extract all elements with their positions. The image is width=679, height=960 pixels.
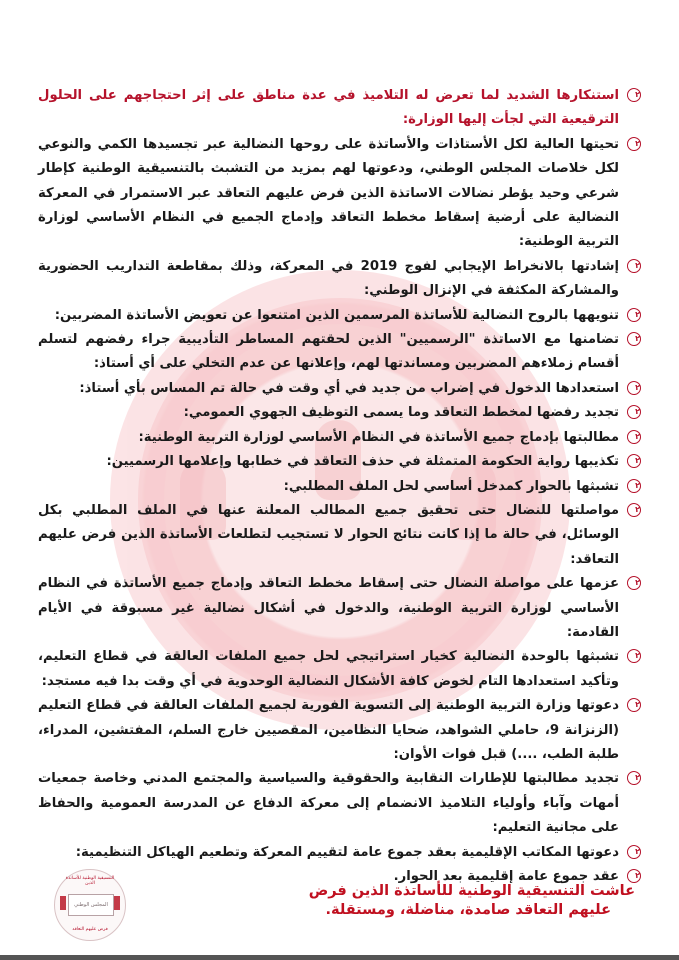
slogan-line-2: عليهم التعاقد صامدة، مناضلة، ومستقلة. xyxy=(325,902,611,918)
statement-item xyxy=(38,401,641,425)
numbered-circle-icon: ٢ xyxy=(627,137,641,151)
statement-text: تشبثها بالحوار كمدخل أساسي لحل الملف المطلبي: xyxy=(283,478,619,494)
numbered-circle-icon: ٢ xyxy=(627,479,641,493)
numbered-circle-icon: ٢ xyxy=(627,381,641,395)
statement-item xyxy=(38,133,641,255)
statement-item xyxy=(38,377,641,401)
statement-text: تشبثها بالوحدة النضالية كخيار استراتيجي لحل جميع الملفات العالقة في قطاع التعليم، وتأكيد استعدادها التام لخوض كافة الأشكال النضالية الوحدوية في أي وقت بدا فيه مستجد: xyxy=(38,649,619,689)
statement-item xyxy=(38,426,641,450)
bottom-edge-bar xyxy=(0,955,679,960)
statement-item xyxy=(38,255,641,304)
statement-item xyxy=(38,475,641,499)
flag-icon xyxy=(114,896,120,910)
statement-text: دعوتها وزارة التربية الوطنية إلى التسوية الفورية لجميع الملفات العالقة في قطاع التعليم (الزنزانة 9، حاملي الشواهد، ضحايا النظامين، المقصيين خارج السلم، المفتشين، المدراء، طلبة الطب، ....) قبل فوات الأوان: xyxy=(38,698,619,762)
numbered-circle-icon: ٢ xyxy=(627,430,641,444)
statement-item xyxy=(38,694,641,767)
statement-text: مطالبتها بإدماج جميع الأساتذة في النظام الأساسي لوزارة التربية الوطنية: xyxy=(138,429,619,445)
statement-text: تنويهها بالروح النضالية للأساتذة المرسمين الذين امتنعوا عن تعويض الأساتذة المضربين: xyxy=(54,307,619,323)
numbered-circle-icon: ٢ xyxy=(627,454,641,468)
statement-list xyxy=(38,84,641,889)
statement-item xyxy=(38,572,641,645)
stamp-top-text: التنسيقية الوطنية للأساتذة الذين xyxy=(65,876,115,886)
numbered-circle-icon: ٢ xyxy=(627,259,641,273)
statement-item xyxy=(38,84,641,133)
statement-item xyxy=(38,767,641,840)
statement-item xyxy=(38,450,641,474)
organization-stamp xyxy=(54,869,126,941)
statement-text: استنكارها الشديد لما تعرض له التلاميذ في عدة مناطق على إثر احتجاجهم على الحلول الترقيعية التي لجأت إليها الوزارة: xyxy=(38,88,619,128)
statement-text: تضامنها مع الاساتذة "الرسميين" الذين لحقتهم المساطر التأديبية جراء رفضهم لتسلم أقسام زملاءهم المضربين ومساندتها لهم، وإعلانها عن عدم التخلي على أي أستاذ: xyxy=(38,332,619,372)
numbered-circle-icon: ٢ xyxy=(627,308,641,322)
statement-text: دعوتها المكاتب الإقليمية بعقد جموع عامة لتقييم المعركة وتطعيم الهياكل التنظيمية: xyxy=(75,844,619,860)
numbered-circle-icon: ٢ xyxy=(627,869,641,883)
flag-icon xyxy=(60,896,66,910)
numbered-circle-icon: ٢ xyxy=(627,698,641,712)
statement-item xyxy=(38,304,641,328)
stamp-center-text: المجلس الوطني xyxy=(68,894,114,916)
statement-text: مواصلتها للنضال حتى تحقيق جميع المطالب المعلنة عنها في الملف المطلبي بكل الوسائل، في حالة ما إذا كانت نتائج الحوار لا تستجيب لتطلعات الأساتذة الذين فرض عليهم التعاقد: xyxy=(38,502,619,567)
statement-text: عزمها على مواصلة النضال حتى إسقاط مخطط التعاقد وإدماج جميع الأساتذة في النظام الأساسي لوزارة التربية الوطنية، والدخول في أشكال نضالية غير مسبوقة في الأيام القادمة: xyxy=(38,576,619,640)
numbered-circle-icon: ٢ xyxy=(627,771,641,785)
statement-text: تجديد مطالبتها للإطارات النقابية والحقوقية والسياسية والمجتمع المدني وخاصة جمعيات أمهات وآباء وأولياء التلاميذ الانضمام إلى معركة الدفاع عن المدرسة العمومية والحفاظ على مجانية التعليم: xyxy=(38,771,619,836)
numbered-circle-icon: ٢ xyxy=(627,576,641,590)
statement-text: عقد جموع عامة إقليمية بعد الحوار. xyxy=(393,869,619,884)
statement-item xyxy=(38,645,641,694)
slogan-line-1: عاشت التنسيقية الوطنية للأساتذة الذين فرض xyxy=(308,883,635,899)
statement-item xyxy=(38,499,641,572)
numbered-circle-icon: ٢ xyxy=(627,649,641,663)
numbered-circle-icon: ٢ xyxy=(627,405,641,419)
stamp-bottom-text: فرض عليهم التعاقد xyxy=(72,927,108,932)
statement-item xyxy=(38,841,641,865)
statement-text: تجديد رفضها لمخطط التعاقد وما يسمى التوظيف الجهوي العمومي: xyxy=(183,405,619,421)
closing-slogan xyxy=(195,882,635,920)
statement-text: استعدادها الدخول في إضراب من جديد في أي وقت في حالة تم المساس بأي أستاذ: xyxy=(79,380,619,396)
numbered-circle-icon: ٢ xyxy=(627,503,641,517)
statement-text: إشادتها بالانخراط الإيجابي لفوج 2019 في المعركة، وذلك بمقاطعة التداريب الحضورية والمشاركة المكثفة في الإنزال الوطني: xyxy=(38,258,619,299)
statement-item xyxy=(38,328,641,377)
statement-text: تكذيبها رواية الحكومة المتمثلة في حذف التعاقد في خطابها وإعلامها الرسميين: xyxy=(106,454,619,470)
numbered-circle-icon: ٢ xyxy=(627,88,641,102)
numbered-circle-icon: ٢ xyxy=(627,845,641,859)
numbered-circle-icon: ٢ xyxy=(627,332,641,346)
statement-text: تحيتها العالية لكل الأستاذات والأساتذة على روحها النضالية عبر تجسيدها الكمي والنوعي لكل خلاصات المجلس الوطني، ودعوتها لهم بمزيد من التشبث بالتنسيقية الوطنية كإطار شرعي وحيد يؤطر نضالات الاساتذة الذين فرض عليهم التعاقد عبر الاستمرار في المعركة النضالية على أرضية إسقاط مخطط التعاقد وإدماج الجميع في النظام الأساسي لوزارة التربية الوطنية: xyxy=(38,136,619,250)
